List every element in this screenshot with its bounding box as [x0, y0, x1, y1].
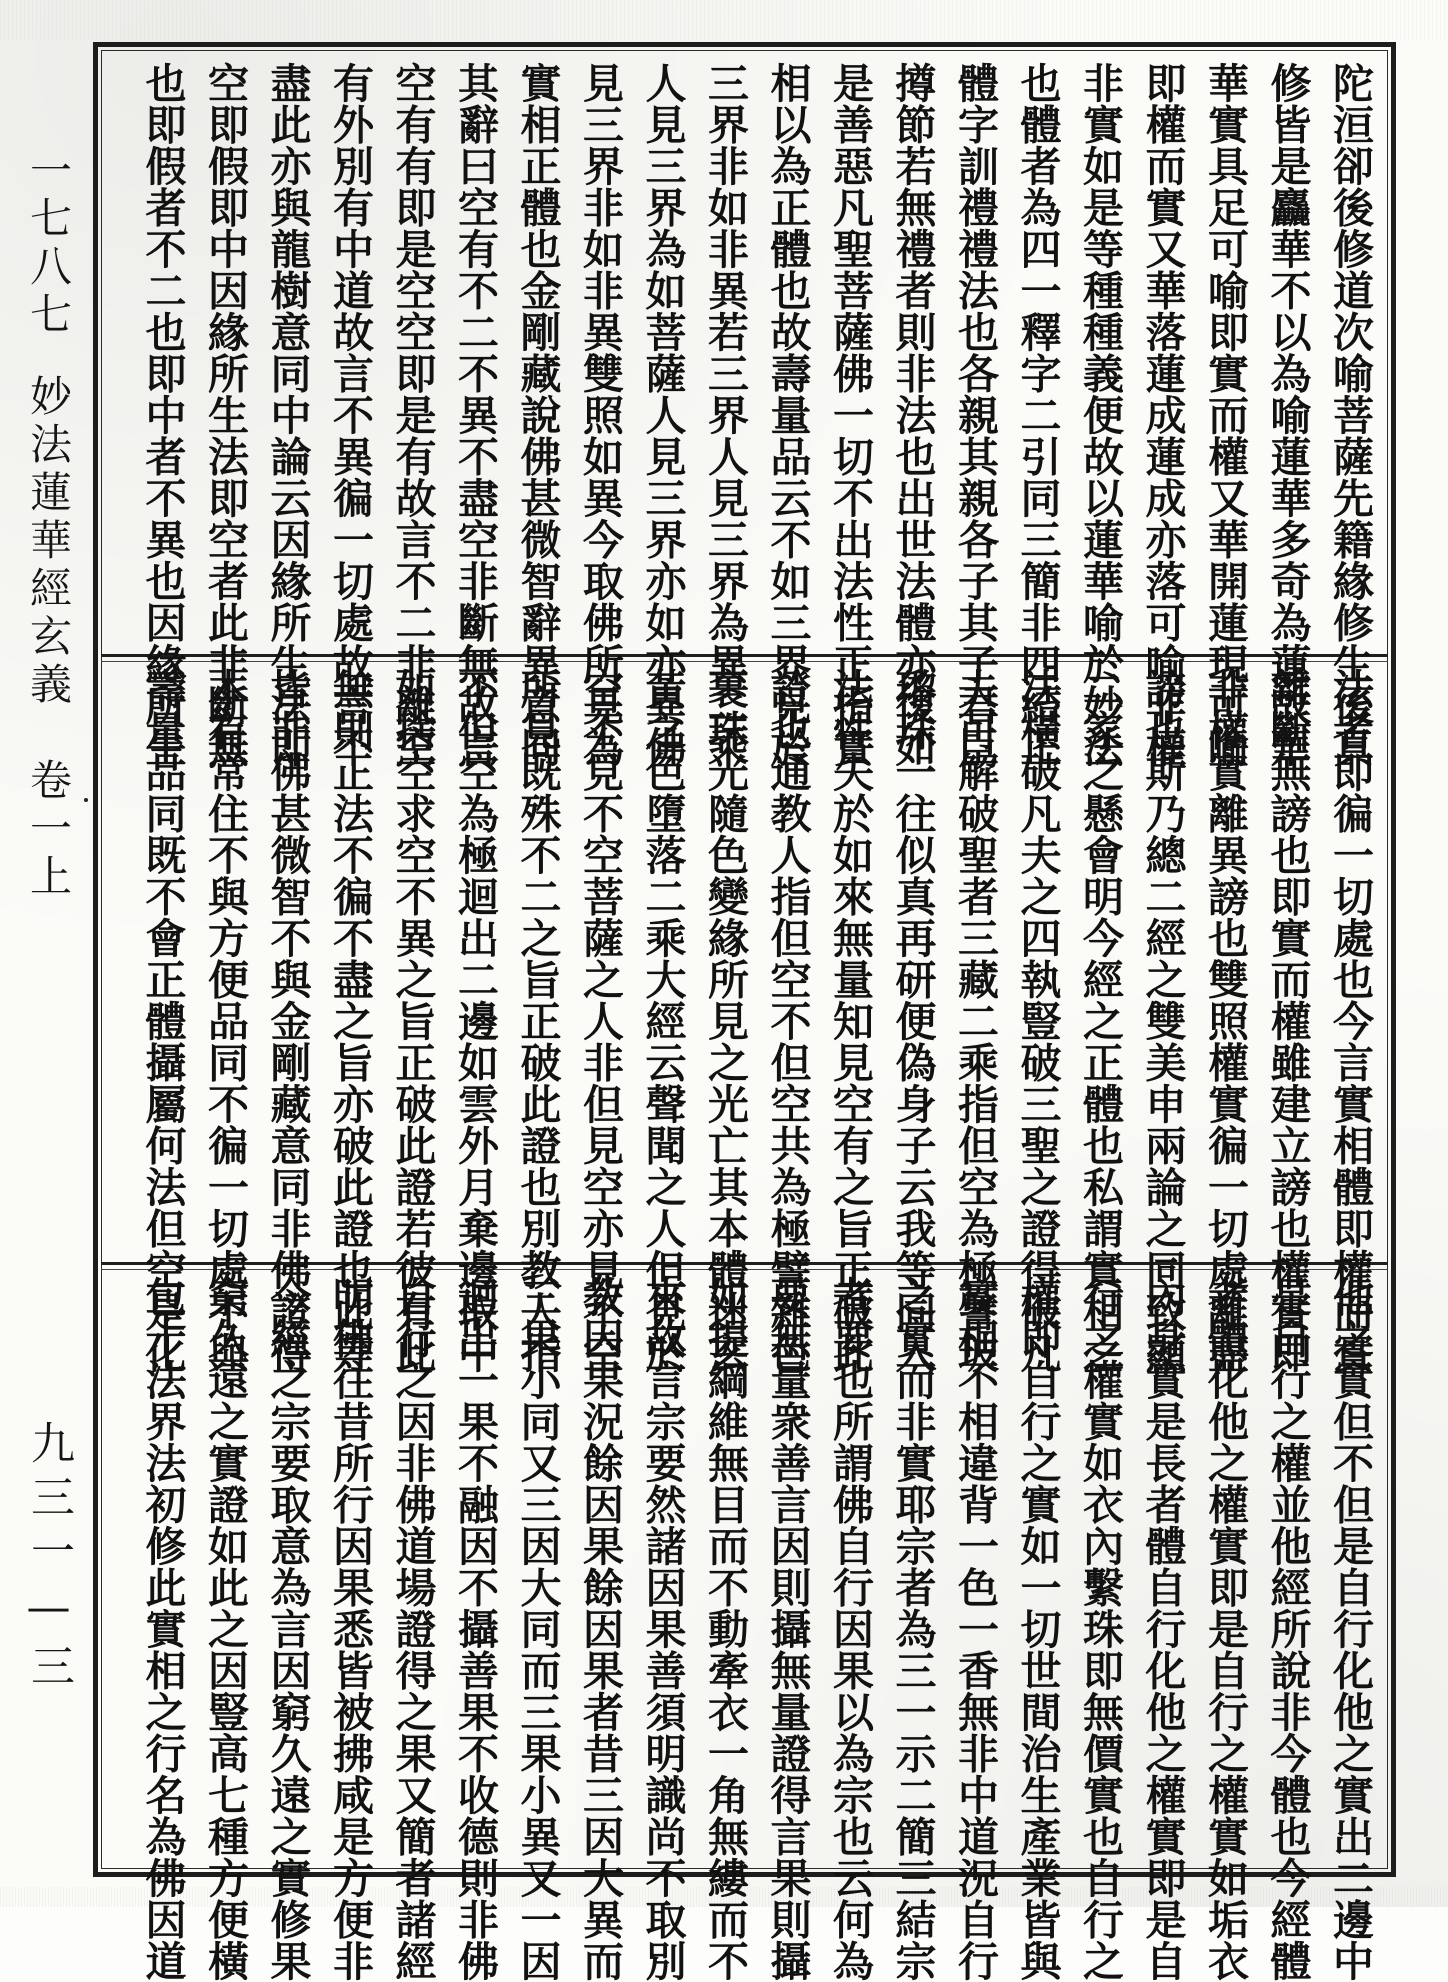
- text-column: 者要也所謂佛自行因果以為宗也云何為: [826, 1276, 874, 1982]
- text-column: 修皆是麤華不以為喻蓮華多奇為蓮故華: [1263, 62, 1312, 768]
- sutra-title: 妙法蓮華經玄義: [24, 374, 73, 710]
- fascicle-label: 卷一上: [24, 758, 73, 902]
- text-column: 明佛往昔所行因果悉皆被拂咸是方便非: [326, 1276, 374, 1982]
- text-column: 夫可解破聖者三藏二乘指但空為極譬玻: [951, 668, 999, 1374]
- text-column: 皆非佛甚微智不與金剛藏意同非佛證得: [263, 668, 312, 1374]
- text-column: 有外別有中道故言不異徧一切處故言不: [326, 62, 374, 768]
- margin-header: [20, 148, 76, 1348]
- text-column: 見三界非如非異雙照如異今取佛所見為: [576, 62, 624, 768]
- register-middle: [120, 668, 1374, 1374]
- text-column: 二家之懸會明今經之正體也私謂實相之: [1076, 668, 1124, 1374]
- text-column: 窮久遠之實證如此之因豎高七種方便橫: [201, 1276, 249, 1982]
- text-column: 人見三界為如菩薩人見三界亦如亦異佛: [638, 62, 687, 768]
- text-column: 今經之宗要取意為言因窮久遠之實修果: [263, 1276, 312, 1982]
- text-column: 實相不相違背一色一香無非中道況自行: [951, 1276, 999, 1982]
- text-column: 如捨空求空不異之旨正破此證若彼有此: [388, 668, 437, 1374]
- text-column: 非實如是等種種義便故以蓮華喻於妙法: [1076, 62, 1124, 768]
- margin-dot: [84, 798, 88, 802]
- text-column: 行之權實如衣內繫珠即無價實也自行之: [1076, 1276, 1124, 1982]
- text-column: 謗也斯乃總二經之雙美申兩論之同致顯: [1138, 668, 1187, 1374]
- register-top: [120, 62, 1374, 768]
- text-column: 三界非如非異若三界人見三界為異二乘: [701, 62, 749, 768]
- text-column: 離斷無謗也即實而權雖建立謗也權實即: [1263, 668, 1312, 1374]
- text-column: 其辭曰空有不二不異不盡空非斷無故言: [451, 62, 499, 768]
- text-column: 包十法界法初修此實相之行名為佛因道: [138, 1276, 187, 1982]
- text-column: 他之實但不但是自行化他之實出二邊中: [1326, 1276, 1374, 1982]
- text-column: 三果小同又三因大同而三果小異又一因: [513, 1276, 562, 1982]
- text-column: 不但空為極迴出二邊如雲外月棄邊取中: [451, 668, 499, 1374]
- text-column: 華實具足可喻即實而權又華開蓮現可喻: [1201, 62, 1249, 768]
- text-column: 空即假即中因緣所生法即空者此非斷無: [201, 62, 249, 768]
- text-column: 來故言宗要然諸因果善須明識尚不取別: [638, 1276, 687, 1982]
- register-bottom: [120, 1276, 1374, 1982]
- text-column: 權即自行之實如一切世間治生產業皆與: [1013, 1276, 1062, 1982]
- text-column: 陀洹卻後修道次喻菩薩先籍緣修生後真: [1326, 62, 1374, 768]
- text-column: 自行之因非佛道場證得之果又簡者諸經: [388, 1276, 437, 1982]
- text-column: 本有常住不與方便品同不徧一切處不與: [201, 668, 249, 1374]
- text-column: 也即假者不二也即中者不異也因緣所生: [138, 62, 187, 768]
- text-column: 法者即徧一切處也今言實相體即權而實: [1326, 668, 1374, 1374]
- text-column: 如提綱維無目而不動牽衣一角無縷而不: [701, 1276, 749, 1982]
- text-column: 即權而實又華落蓮成蓮成亦落可喻非權: [1138, 62, 1187, 768]
- text-column: 內身實是長者體自行化他之權實即是自: [1138, 1276, 1187, 1982]
- text-column: 法性失於如來無量知見空有之旨正破此: [826, 668, 874, 1374]
- text-column: 空不見不空菩薩之人非但見空亦見不空: [576, 668, 624, 1374]
- text-column: 實相正體也金剛藏說佛甚微智辭異意同: [513, 62, 562, 768]
- page-number: 九三一—三: [23, 1420, 74, 1697]
- text-column: 瓈珠一往似真再研便偽身子云我等同入: [888, 668, 937, 1374]
- scan-noise-top: [0, 0, 1448, 40]
- text-column: 之實而非實耶宗者為三一示二簡三結宗: [888, 1276, 937, 1982]
- text-column: 空有有即是空空即是有故言不二非離空: [388, 62, 437, 768]
- page-number-block: [20, 1420, 76, 1697]
- text-column: 法橫破凡夫之四執豎破三聖之證得破凡: [1013, 668, 1062, 1374]
- text-column: 迴出一果不融因不攝善果不收德則非佛: [451, 1276, 499, 1982]
- text-column: 是自行之權並他經所說非今體也今經體: [1263, 1276, 1312, 1982]
- volume-number: 一七八七: [24, 148, 73, 340]
- text-column: 無則正法不徧不盡之旨亦破此證也此等: [326, 668, 374, 1374]
- text-column: 也體者為四一釋字二引同三簡非四結正: [1013, 62, 1062, 768]
- text-column: 是善惡凡聖菩薩佛一切不出法性正指實: [826, 62, 874, 768]
- text-column: 撙節若無禮者則非法也出世法體亦復如: [888, 62, 937, 768]
- text-column: 裹珠光隨色變緣所見之光亡其本體迷玄: [701, 668, 749, 1374]
- text-column: 教因果況餘因果餘因果者昔三因大異而: [576, 1276, 624, 1982]
- text-column: 體字訓禮禮法也各親其親各子其子君臣: [951, 62, 999, 768]
- text-column: 相以為正體也故壽量品云不如三界見於: [763, 62, 812, 768]
- text-column: 盡此亦與龍樹意同中論云因緣所生法即: [263, 62, 312, 768]
- text-column: 壽量品同既不會正體攝屬何法但空是化: [138, 668, 187, 1374]
- text-column: 者體化他之權實即是自行之權實如垢衣: [1201, 1276, 1249, 1982]
- text-column: 證也通教人指但空不但空共為極譬雜色: [763, 668, 812, 1374]
- text-column: 所見既殊不二之旨正破此證也別教人指: [513, 668, 562, 1374]
- text-column: 要無量衆善言因則攝無量證得言果則攝: [763, 1276, 812, 1982]
- text-column: 非權實離異謗也雙照權實徧一切處離盡: [1201, 668, 1249, 1374]
- text-column: 黃之色墮落二乘大經云聲聞之人但見於: [638, 668, 687, 1374]
